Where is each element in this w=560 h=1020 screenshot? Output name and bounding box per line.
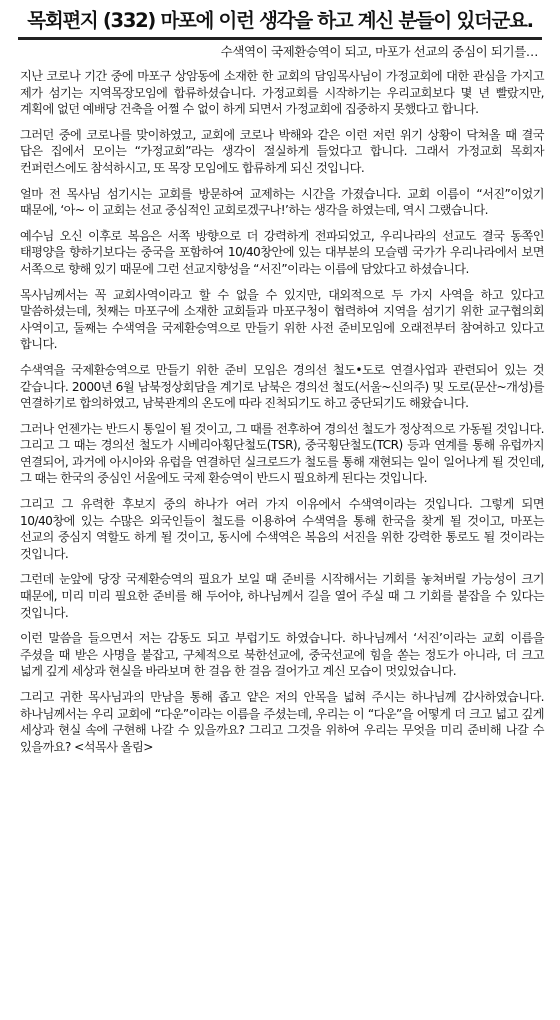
paragraph-10: 이런 말씀을 들으면서 저는 감동도 되고 부럽기도 하였습니다. 하나님께서 ‘서진’이라는 교회 이름을 주셨을 때 받은 사명을 붙잡고, 구체적으로 북한선교에, 중국선교에 힘을 쏟는 정도가 아니라, 더 크고 넓게 깊게 세상과 현실을 바라보며 한 걸음 한 걸음 걸어가고 계신 모습이 멋있었습니다. xyxy=(20,631,544,679)
paragraph-7: 그러나 언젠가는 반드시 통일이 될 것이고, 그 때를 전후하여 경의선 철도가 정상적으로 가동될 것입니다. 그리고 그 때는 경의선 철도가 시베리아횡단철도(TSR), 중국횡단철도(TCR) 등과 연계를 통해 유럽까지 연결되어, 과거에 아시아와 유럽을 연결하던 실크로드가 철도를 통해 재현되는 일이 일어나게 될 것인데, 그 때는 한국의 중심인 서울에도 국제 환승역이 반드시 필요하게 된다는 것입니다. xyxy=(20,421,544,486)
paragraph-9: 그런데 눈앞에 당장 국제환승역의 필요가 보일 때 준비를 시작해서는 기회를 놓쳐버릴 가능성이 크기 때문에, 미리 미리 필요한 준비를 해 두어야, 하나님께서 길을 열어 주실 때 그 기회를 붙잡을 수 있다는 것입니다. xyxy=(20,572,544,620)
paragraph-1: 지난 코로나 기간 중에 마포구 상암동에 소재한 한 교회의 담임목사님이 가정교회에 대한 관심을 가지고 제가 섬기는 지역목장모임에 합류하셨습니다. 가정교회를 시작하기는 우리교회보다 몇 년 빨랐지만, 계획에 없던 예배당 건축을 어쩔 수 없이 하게 되면서 가정교회에 집중하지 못했다고 합니다. xyxy=(20,69,544,117)
letter-body xyxy=(14,68,546,755)
paragraph-6: 수색역을 국제환승역으로 만들기 위한 준비 모임은 경의선 철도•도로 연결사업과 관련되어 있는 것 같습니다. 2000년 6월 남북정상회담을 계기로 남북은 경의선 철도(서울~신의주) 및 도로(문산~개성)를 연결하기로 합의하였고, 남북관계의 온도에 따라 진척되기도 하고 중단되기도 해왔습니다. xyxy=(20,362,544,411)
paragraph-3: 얼마 전 목사님 섬기시는 교회를 방문하여 교제하는 시간을 가졌습니다. 교회 이름이 “서진”이었기 때문에, ‘아~ 이 교회는 선교 중심적인 교회로겠구나!’하는 생각을 하였는데, 역시 그랬습니다. xyxy=(20,186,544,218)
paragraph-11: 그리고 귀한 목사님과의 만남을 통해 좁고 얕은 저의 안목을 넓혀 주시는 하나님께 감사하였습니다. 하나님께서는 우리 교회에 “다운”이라는 이름을 주셨는데, 우리는 이 “다운”을 어떻게 더 크고 넓고 깊게 세상과 현실 속에 구현해 나갈 수 있을까요? 그리고 그것을 위하여 우리는 무엇을 미리 준비해 나갈 수 있을까요? <석목사 올림> xyxy=(20,690,544,754)
title-underline xyxy=(18,37,542,40)
paragraph-5: 목사님께서는 꼭 교회사역이라고 할 수 없을 수 있지만, 대외적으로 두 가지 사역을 하고 있다고 말씀하셨는데, 첫째는 마포구에 소재한 교회들과 마포구청이 협력하여 지역을 섬기기 위한 교구협의회 사역이고, 둘째는 수색역을 국제환승역으로 만들기 위한 사전 준비모임에 오래전부터 참여하고 있다고 합니다. xyxy=(20,287,544,352)
subtitle: 수색역이 국제환승역이 되고, 마포가 선교의 중심이 되기를… xyxy=(220,44,538,59)
page-title: 목회편지 (332) 마포에 이런 생각을 하고 계신 분들이 있더군요. xyxy=(27,9,533,32)
paragraph-4: 예수님 오신 이후로 복음은 서쪽 방향으로 더 강력하게 전파되었고, 우리나라의 선교도 결국 동쪽인 태평양을 향하기보다는 중국을 포함하여 10/40창안에 있는 대부분의 모슬렘 국가가 우리나라에서 보면 서쪽으로 향해 있기 때문에 그런 선교지향성을 “서진”이라는 이름에 담았다고 하셨습니다. xyxy=(20,228,544,276)
paragraph-2: 그러던 중에 코로나를 맞이하였고, 교회에 코로나 박해와 같은 이런 저런 위기 상황이 닥쳐올 때 결국 답은 집에서 모이는 “가정교회”라는 생각이 절실하게 들었다고 합니다. 그래서 가정교회 목회자 컨퍼런스에도 참석하시고, 또 목장 모임에도 합류하게 되신 것입니다. xyxy=(20,127,544,175)
paragraph-8: 그리고 그 유력한 후보지 중의 하나가 여러 가지 이유에서 수색역이라는 것입니다. 그렇게 되면 10/40창에 있는 수많은 외국인들이 철도를 이용하여 수색역을 통해 한국을 찾게 될 것이고, 마포는 선교의 중심지 역할도 하게 될 것이고, 동시에 수색역은 복음의 서진을 위한 강력한 통로도 될 것이라는 것입니다. xyxy=(20,497,544,561)
